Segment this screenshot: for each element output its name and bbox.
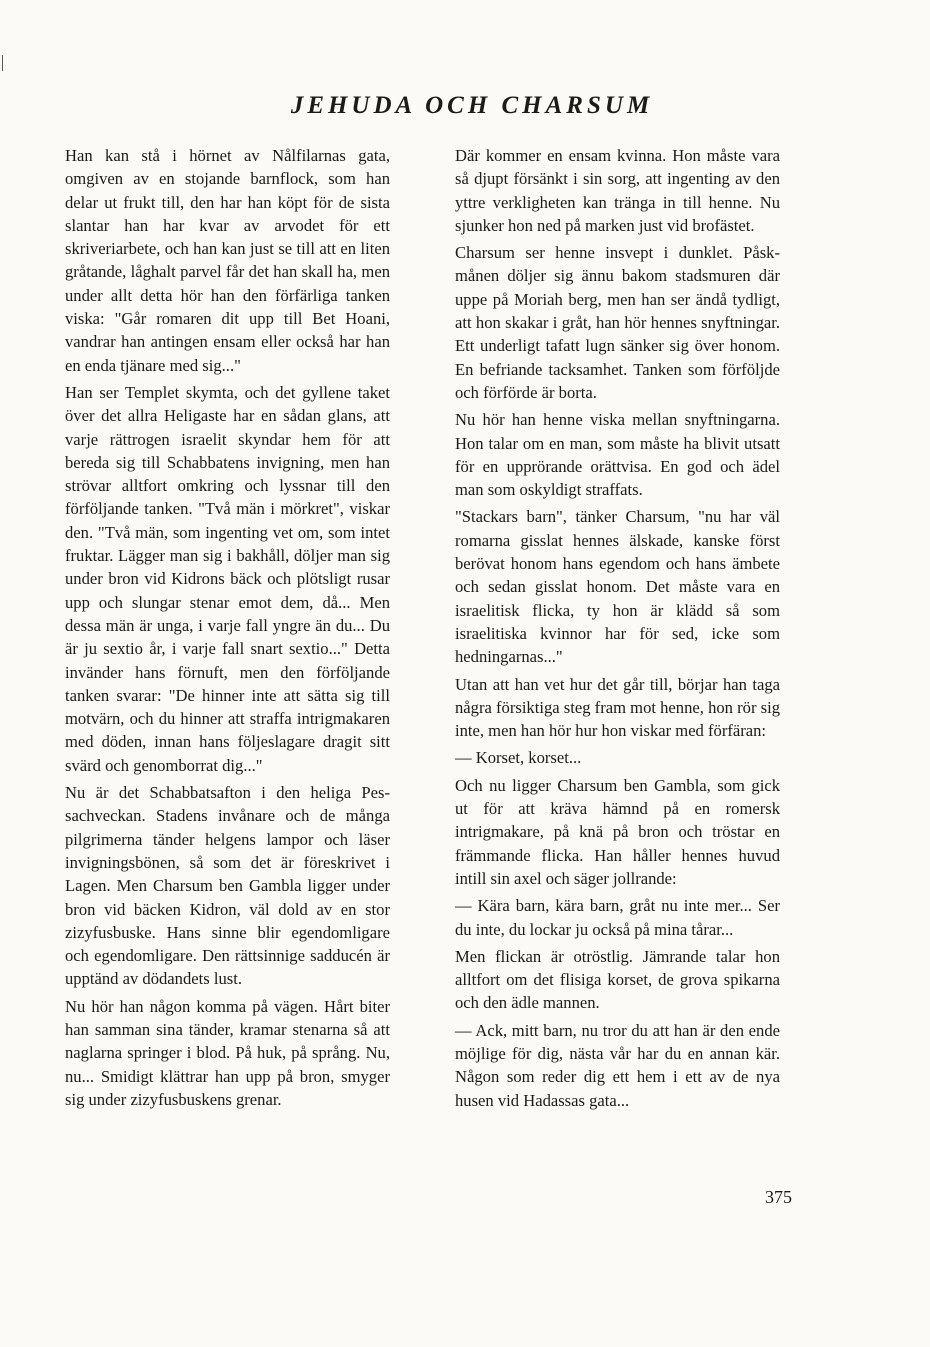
page-title: JEHUDA OCH CHARSUM <box>290 92 654 119</box>
paragraph: Han kan stå i hörnet av Nålfilarnas gata, omgiven av en stojande barnflock, som han delar ut frukt till, den har han köpt för de sista slantar han har kvar av arvodet för ett skriveriarbete, och han kan just se till att en liten gråtande, låghalt parvel får det han skall ha, men under allt detta hör han den förfärliga tanken viska: "Går romaren dit upp till Bet Hoani, vandrar han antingen ensam eller också har han en enda tjänare med sig..." <box>65 146 390 375</box>
right-column <box>455 144 780 1116</box>
margin-mark <box>2 55 3 71</box>
paragraph: Och nu ligger Charsum ben Gambla, som gick ut för att kräva hämnd på en romersk intrigmakare, på knä på bron och tröstar en främmande flicka. Han håller hennes huvud intill sin axel och säger jollrande: <box>455 775 780 888</box>
left-column <box>65 144 390 1115</box>
paragraph: Men flickan är otröstlig. Jämrande talar hon alltfort om det flisiga korset, de grova spikarna och den ädle mannen. <box>455 946 780 1013</box>
paragraph: — Korset, korset... <box>455 748 582 768</box>
paragraph: Nu är det Schabbatsafton i den heliga Pessachveckan. Stadens invånare och de många pilgrimerna tänder helgens lampor och läser invigningsbönen, så som det är föreskrivet i Lagen. Men Charsum ben Gambla ligger under bron vid bäcken Kidron, väl dold av en stor zizyfusbuske. Hans sinne blir egendomligare och egendomligare. Den rättsinnige sadducén är upptänd av dödandets lust. <box>65 783 390 989</box>
paragraph: Nu hör han någon komma på vägen. Hårt biter han samman sina tänder, kramar stenarna så att naglarna springer i blod. På huk, på språng. Nu, nu... Smidigt klättrar han upp på bron, smyger sig under zizyfusbuskens grenar. <box>65 996 390 1109</box>
paragraph: Charsum ser henne insvept i dunklet. Påskmånen döljer sig ännu bakom stadsmuren där uppe på Moriah berg, men han ser ändå tydligt, att hon skakar i gråt, han hör hennes snyftningar. Ett underligt tafatt lugn sänker sig över honom. En befriande tacksamhet. Tanken som förföljde och förförde är borta. <box>455 243 780 402</box>
paragraph: Nu hör han henne viska mellan snyftningarna. Hon talar om en man, som måste ha blivit utsatt för en upprörande orättvisa. En god och ädel man som oskyldigt straffats. <box>455 410 780 500</box>
paragraph: Där kommer en ensam kvinna. Hon måste vara så djupt försänkt i sin sorg, att ingenting av den yttre verkligheten kan tränga in till henne. Nu sjunker hon ned på marken just vid brofästet. <box>455 146 780 235</box>
paragraph: Han ser Templet skymta, och det gyllene taket över det allra Heligaste har en sådan glans, att varje rättrogen israelit skyndar hem för att bereda sig till Schabbatens invigning, men han strövar alltfort omkring och lyssnar till den förföljande tanken. "Två män i mörkret", viskar den. "Två män, som ingenting vet om, som intet fruktar. Lägger man sig i bakhåll, döljer man sig under bron vid Kidrons bäck och plötsligt rusar upp och slungar stenar emot dem, då... Men dessa män är unga, i varje fall yngre än du... Du är ju sextio år, i varje fall snart sextio..." Detta invänder hans förnuft, men den förföljande tanken svarar: "De hinner inte att sätta sig till motvärn, och du hinner att straffa intrigmakaren med döden, innan hans följeslagare dragit sitt svärd och genomborrat dig..." <box>65 382 390 775</box>
paragraph: — Kära barn, kära barn, gråt nu inte mer... Ser du inte, du lockar ju också på mina tårar... <box>455 896 780 939</box>
page-number: 375 <box>765 1187 792 1207</box>
paragraph: — Ack, mitt barn, nu tror du att han är den ende möjlige för dig, nästa vår har du en annan kär. Någon som reder dig ett hem i ett av de nya husen vid Hadassas gata... <box>455 1020 780 1110</box>
paragraph: Utan att han vet hur det går till, börjar han taga några försiktiga steg fram mot henne, hon rör sig inte, men han hör hur hon viskar med förfäran: <box>455 674 780 741</box>
paragraph: "Stackars barn", tänker Charsum, "nu har väl romarna gisslat hennes älskade, kanske först berövat honom hans egendom och hans ämbete och sedan gisslat honom. Det måste vara en israelitisk flicka, ty hon är klädd så som israelitiska kvinnor har för sed, icke som hedningarnas..." <box>455 507 780 667</box>
